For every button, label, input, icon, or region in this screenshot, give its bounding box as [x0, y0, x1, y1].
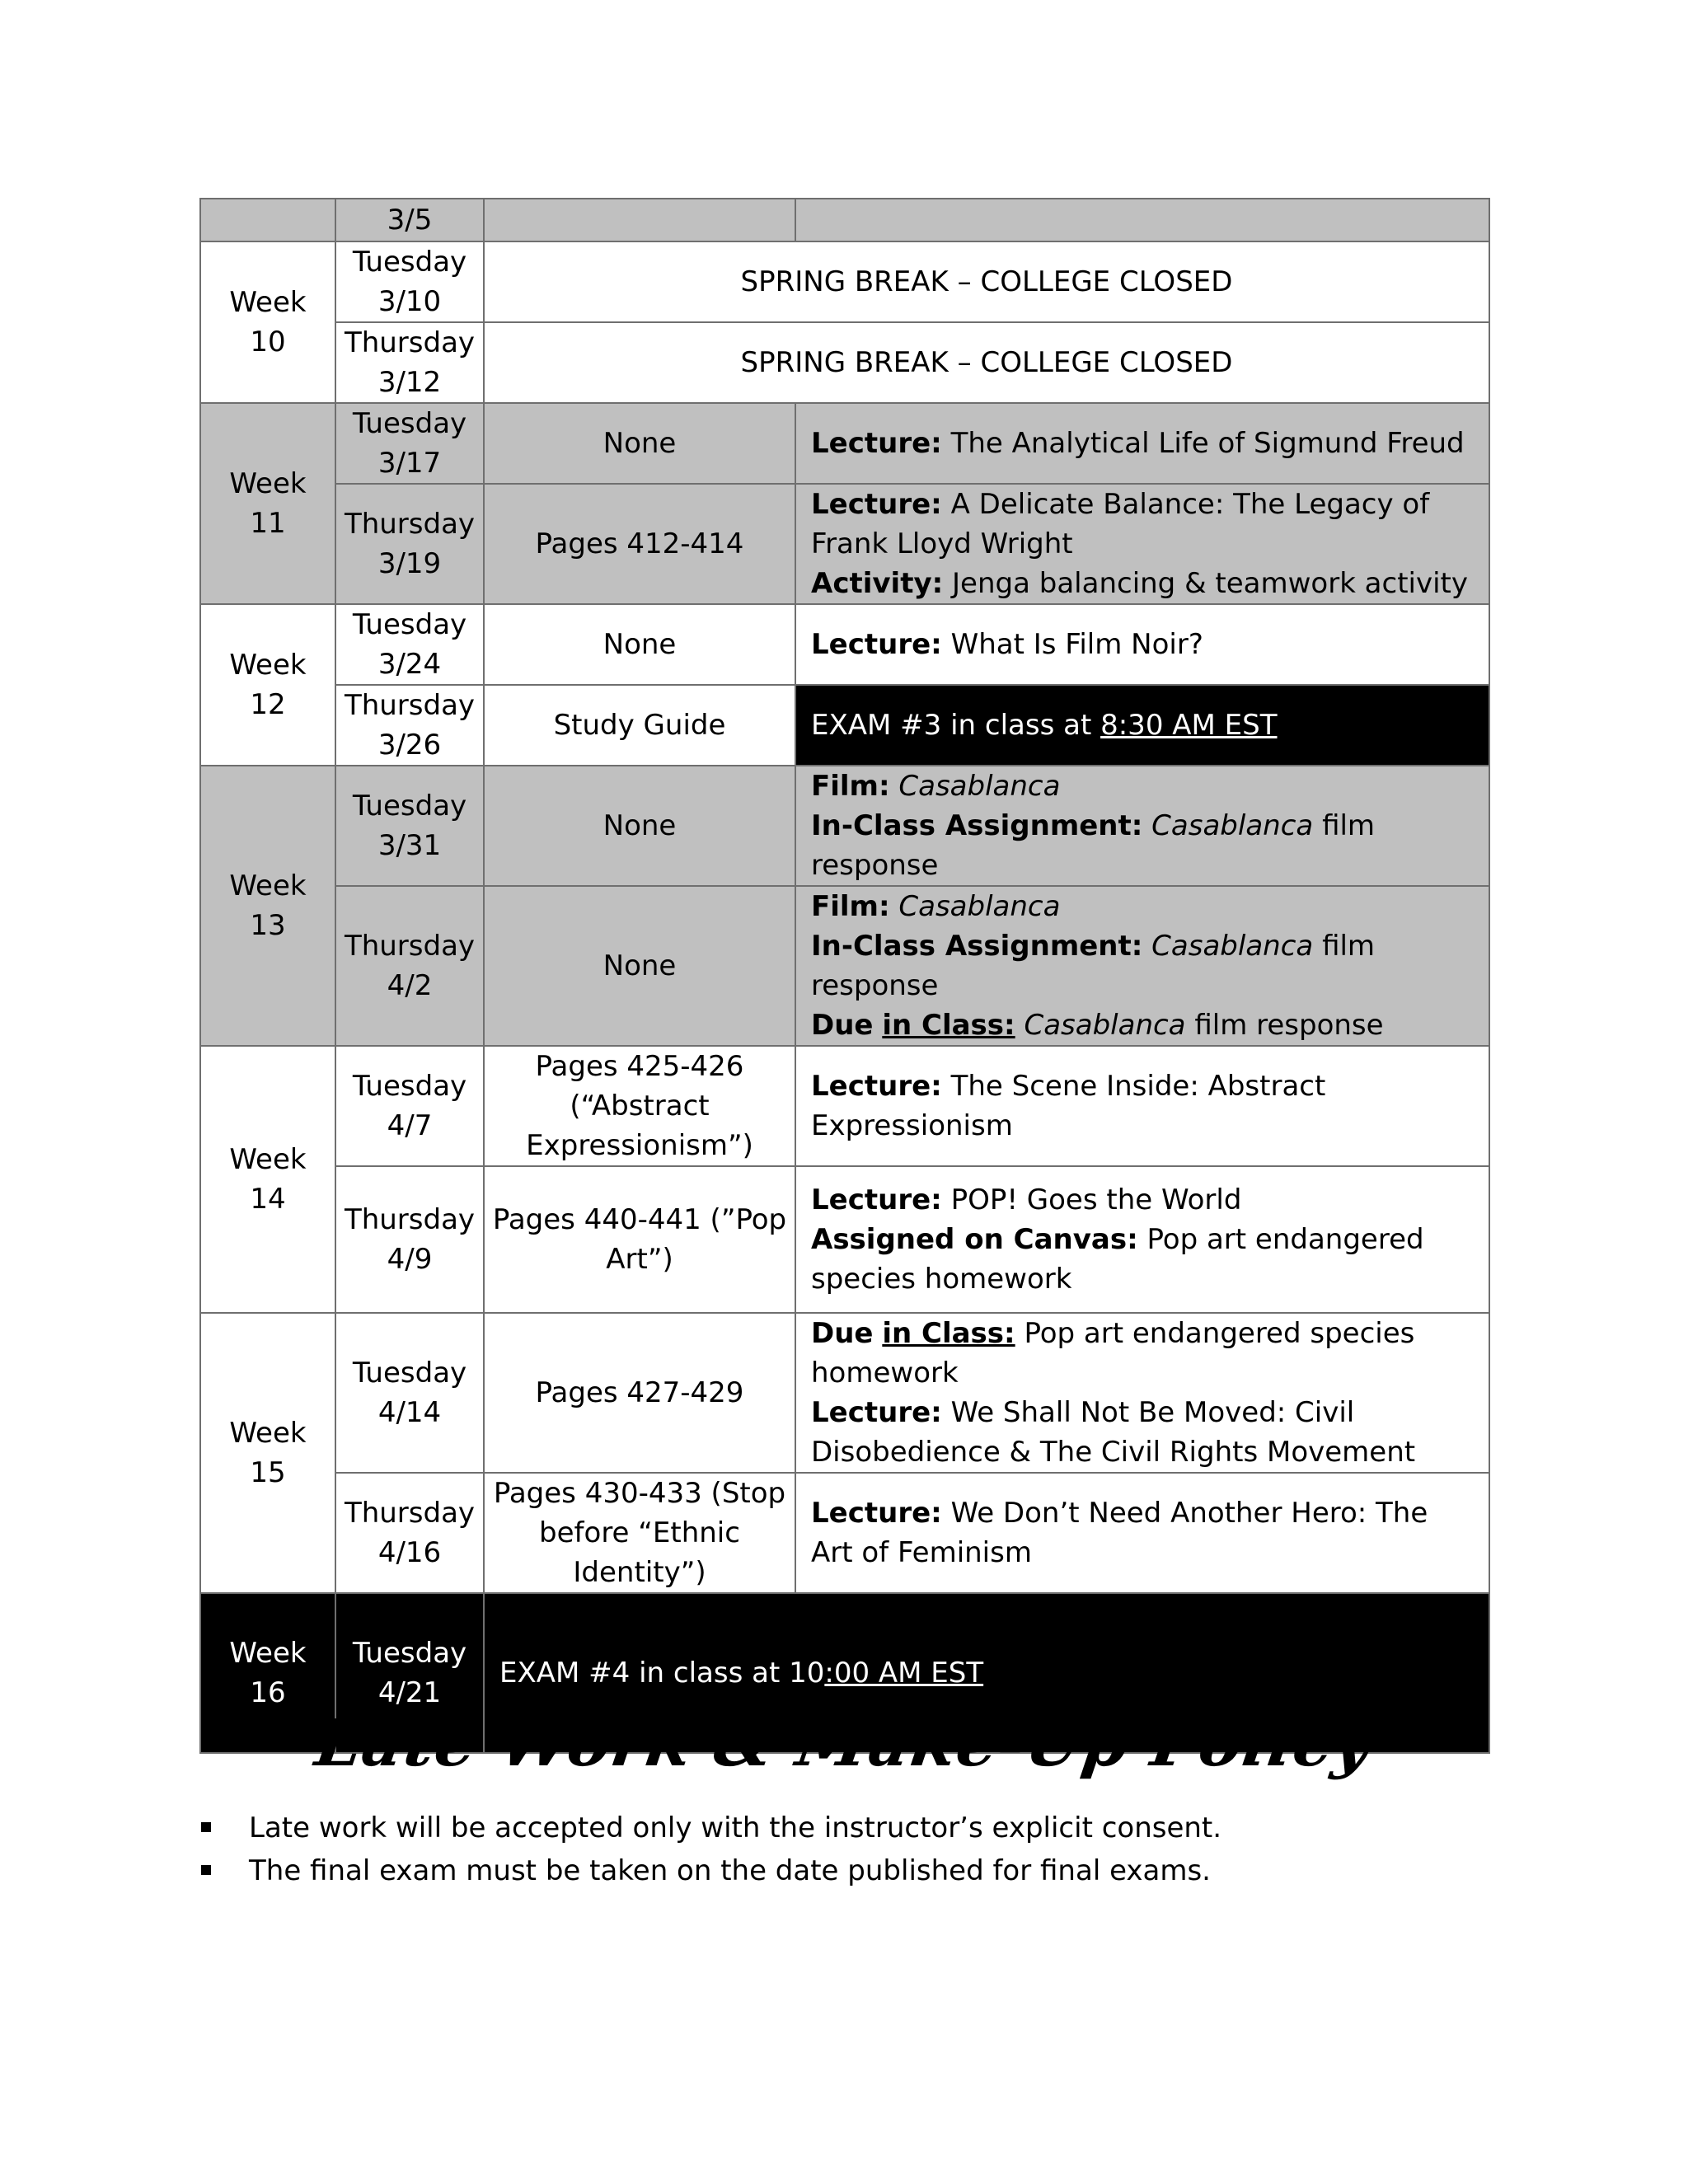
topic-label-underlined: in Class:	[882, 1317, 1015, 1350]
day-date-cell	[335, 1313, 484, 1473]
day-date-cell	[335, 604, 484, 685]
topic-label: Lecture:	[811, 1497, 942, 1530]
reading-cell: Study Guide	[484, 685, 795, 766]
week-cell	[200, 403, 335, 604]
day-label: Tuesday	[352, 1070, 467, 1103]
topic-text: What Is Film Noir?	[950, 628, 1203, 661]
topic-cell	[795, 766, 1489, 886]
day-label: Tuesday	[352, 608, 467, 641]
topic-label-underlined: in Class:	[882, 1009, 1015, 1042]
date-cell: 3/5	[335, 199, 484, 241]
table-row	[200, 1473, 1489, 1593]
reading-cell: Pages 412-414	[484, 484, 795, 604]
topic-text: Pop art endangered species homework	[811, 1317, 1415, 1390]
topic-line	[811, 887, 1474, 926]
table-row	[200, 322, 1489, 403]
topic-text: film response	[811, 809, 1376, 882]
topic-cell	[795, 403, 1489, 484]
day-label: Thursday	[344, 930, 476, 963]
reading-cell: Pages 430-433 (Stop before “Ethnic Identity”)	[484, 1473, 795, 1593]
day-label: Thursday	[344, 508, 476, 541]
topic-line	[811, 1005, 1474, 1045]
topic-cell	[795, 1166, 1489, 1313]
table-row	[200, 1046, 1489, 1166]
reading-cell: Pages 425-426 (“Abstract Expressionism”)	[484, 1046, 795, 1166]
week-label: Week	[229, 467, 307, 500]
week-cell	[200, 766, 335, 1046]
table-row	[200, 766, 1489, 886]
list-item	[198, 1849, 1221, 1892]
topic-label: Lecture:	[811, 427, 942, 460]
week-label: Week	[229, 286, 307, 319]
topic-line	[811, 1393, 1474, 1472]
day-date-cell	[335, 1166, 484, 1313]
policy-text: The final exam must be taken on the date published for final exams.	[249, 1854, 1211, 1887]
date-label: 4/14	[377, 1396, 442, 1429]
reading-cell	[484, 199, 795, 241]
week-cell	[200, 241, 335, 403]
topic-line	[811, 806, 1474, 885]
topic-text: We Shall Not Be Moved: Civil Disobedience & The Civil Rights Movement	[811, 1396, 1416, 1469]
date-label: 4/9	[387, 1243, 433, 1276]
week-label: Week	[229, 1417, 307, 1450]
day-date-cell	[335, 322, 484, 403]
table-row	[200, 1313, 1489, 1473]
film-title: Casablanca	[898, 770, 1061, 803]
topic-line	[811, 1493, 1474, 1572]
day-label: Thursday	[344, 689, 476, 722]
topic-cell	[795, 886, 1489, 1046]
day-label: Tuesday	[352, 1637, 467, 1670]
course-schedule-table	[199, 198, 1490, 1754]
topic-line	[811, 424, 1474, 463]
table-row	[200, 199, 1489, 241]
date-label: 3/19	[377, 547, 442, 580]
topic-line	[811, 1220, 1474, 1299]
reading-cell: None	[484, 604, 795, 685]
film-title: Casablanca	[1151, 809, 1314, 842]
topic-line	[811, 1180, 1474, 1220]
table-row	[200, 1166, 1489, 1313]
reading-cell: Pages 440-441 (”Pop Art”)	[484, 1166, 795, 1313]
exam-text: EXAM #4 in class at 10	[499, 1657, 825, 1690]
topic-line	[811, 766, 1474, 806]
bullet-square-icon	[201, 1865, 211, 1875]
topic-label: In-Class Assignment:	[811, 930, 1143, 963]
day-date-cell	[335, 1473, 484, 1593]
topic-text: film response	[1194, 1009, 1384, 1042]
topic-label: Lecture:	[811, 488, 942, 521]
topic-cell	[795, 1046, 1489, 1166]
topic-label: Lecture:	[811, 1183, 942, 1216]
week-cell	[200, 1046, 335, 1313]
table-row	[200, 604, 1489, 685]
week-label: Week	[229, 869, 307, 902]
table-row	[200, 685, 1489, 766]
day-label: Tuesday	[352, 246, 467, 279]
date-label: 4/2	[387, 969, 433, 1002]
exam-time: :00 AM EST	[824, 1657, 984, 1690]
topic-cell	[795, 604, 1489, 685]
topic-line	[811, 564, 1474, 603]
day-date-cell	[335, 685, 484, 766]
day-label: Tuesday	[352, 1357, 467, 1390]
topic-label: Due	[811, 1317, 874, 1350]
topic-text: Pop art endangered species homework	[811, 1223, 1424, 1296]
date-label: 4/16	[377, 1536, 442, 1569]
bullet-square-icon	[201, 1822, 211, 1832]
week-number: 12	[250, 688, 286, 721]
table-row	[200, 484, 1489, 604]
date-label: 3/12	[377, 366, 442, 399]
film-title: Casablanca	[1151, 930, 1314, 963]
day-date-cell	[335, 241, 484, 322]
topic-text: film response	[811, 930, 1376, 1002]
date-label: 3/31	[377, 829, 442, 862]
reading-cell: None	[484, 403, 795, 484]
week-label: Week	[229, 649, 307, 682]
table-row	[200, 403, 1489, 484]
week-cell	[200, 1313, 335, 1593]
week-number: 15	[250, 1456, 286, 1489]
date-label: 3/24	[377, 648, 442, 681]
topic-cell	[795, 1313, 1489, 1473]
week-number: 10	[250, 326, 286, 359]
policy-heading: Late Work & Make-Up Policy	[311, 1706, 1377, 1781]
week-label: Week	[229, 1143, 307, 1176]
week-label: Week	[229, 1637, 307, 1670]
week-cell	[200, 199, 335, 241]
date-label: 3/26	[377, 729, 442, 762]
reading-cell: Pages 427-429	[484, 1313, 795, 1473]
exam-notice	[795, 685, 1489, 766]
topic-text: The Analytical Life of Sigmund Freud	[950, 427, 1465, 460]
week-number: 11	[250, 507, 286, 540]
topic-text: We Don’t Need Another Hero: The Art of Feminism	[811, 1497, 1428, 1569]
topic-text: The Scene Inside: Abstract Expressionism	[811, 1070, 1326, 1142]
week-cell	[200, 604, 335, 766]
reading-cell: None	[484, 886, 795, 1046]
day-label: Tuesday	[352, 407, 467, 440]
topic-label: Lecture:	[811, 628, 942, 661]
table-row	[200, 241, 1489, 322]
topic-label: Film:	[811, 770, 890, 803]
topic-cell	[795, 199, 1489, 241]
closed-notice: SPRING BREAK – COLLEGE CLOSED	[484, 322, 1489, 403]
topic-label: Activity:	[811, 567, 944, 600]
topic-label: Lecture:	[811, 1070, 942, 1103]
date-label: 4/7	[387, 1109, 433, 1142]
topic-cell	[795, 484, 1489, 604]
week-number: 14	[250, 1183, 286, 1216]
table-row	[200, 886, 1489, 1046]
list-item	[198, 1807, 1221, 1849]
day-date-cell	[335, 886, 484, 1046]
date-label: 3/17	[377, 447, 442, 480]
topic-line	[811, 625, 1474, 664]
topic-label: In-Class Assignment:	[811, 809, 1143, 842]
day-label: Thursday	[344, 326, 476, 359]
date-label: 3/10	[377, 285, 442, 318]
policy-list	[198, 1807, 1221, 1892]
topic-line	[811, 485, 1474, 564]
closed-notice: SPRING BREAK – COLLEGE CLOSED	[484, 241, 1489, 322]
topic-line	[811, 926, 1474, 1005]
topic-cell	[795, 1473, 1489, 1593]
topic-line	[811, 1066, 1474, 1146]
topic-label: Film:	[811, 890, 890, 923]
topic-text: A Delicate Balance: The Legacy of Frank Lloyd Wright	[811, 488, 1430, 560]
date-label: 4/21	[377, 1676, 442, 1709]
day-label: Tuesday	[352, 790, 467, 823]
reading-cell: None	[484, 766, 795, 886]
day-date-cell	[335, 484, 484, 604]
topic-label: Due	[811, 1009, 874, 1042]
film-title: Casablanca	[898, 890, 1061, 923]
topic-text: Jenga balancing & teamwork activity	[952, 567, 1469, 600]
week-number: 16	[250, 1676, 286, 1709]
day-date-cell	[335, 403, 484, 484]
film-title: Casablanca	[1024, 1009, 1186, 1042]
topic-label: Lecture:	[811, 1396, 942, 1429]
week-number: 13	[250, 909, 286, 942]
topic-line	[811, 1314, 1474, 1393]
day-date-cell	[335, 766, 484, 886]
day-date-cell	[335, 1046, 484, 1166]
day-label: Thursday	[344, 1497, 476, 1530]
policy-text: Late work will be accepted only with the instructor’s explicit consent.	[249, 1811, 1222, 1844]
exam-text: EXAM #3 in class at	[811, 709, 1101, 742]
topic-text: POP! Goes the World	[950, 1183, 1242, 1216]
day-label: Thursday	[344, 1203, 476, 1236]
topic-label: Assigned on Canvas:	[811, 1223, 1138, 1256]
exam-time: 8:30 AM EST	[1100, 709, 1278, 742]
